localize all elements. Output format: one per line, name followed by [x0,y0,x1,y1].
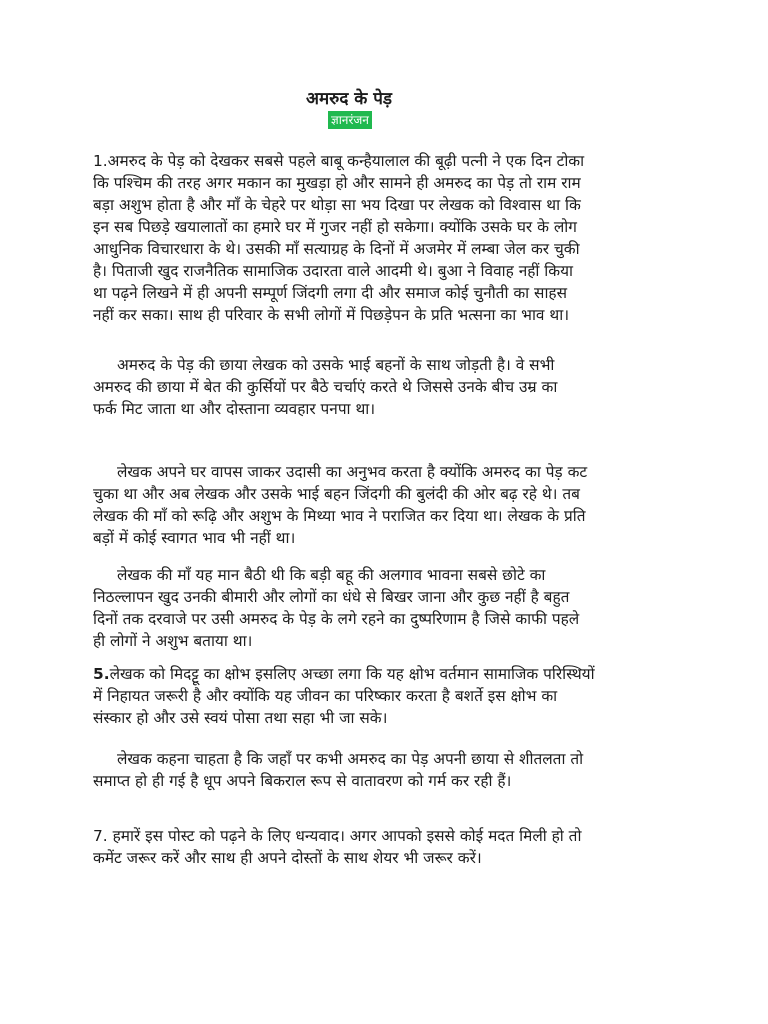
paragraph-line: बड़ा अशुभ होता है और माँ के चेहरे पर थोड़ा सा भय दिखा पर लेखक को विश्वास था कि [93,196,581,214]
paragraph-number: 5. [93,665,110,683]
paragraph-line-text: लेखक को मिदट्टू का क्षोभ इसलिए अच्छा लगा कि यह क्षोभ वर्तमान सामाजिक परिस्थियों [109,665,595,683]
paragraph-line: 7. हमारें इस पोस्ट को पढ़ने के लिए धन्यवाद। अगर आपको इससे कोई मदत मिली हो तो [93,827,582,845]
paragraph-line: दिनों तक दरवाजे पर उसी अमरुद के पेड़ के लगे रहने का दुष्परिणाम है जिसे काफी पहले [93,610,580,628]
paragraph-line [93,663,683,685]
paragraph-7 [93,825,683,869]
paragraph-line: है। पिताजी खुद राजनैतिक सामाजिक उदारता वाले आदमी थे। बुआ ने विवाह नहीं किया [93,262,574,280]
paragraph-line: लेखक की माँ को रूढ़ि और अशुभ के मिथ्या भाव ने पराजित कर दिया था। लेखक के प्रति [93,507,586,525]
author-badge: ज्ञानरंजन [328,111,372,129]
paragraph-line: फर्क मिट जाता था और दोस्ताना व्यवहार पनपा था। [93,400,376,418]
paragraph-line: ही लोगों ने अशुभ बताया था। [93,632,253,650]
paragraph-1 [93,150,683,326]
paragraph-3 [93,461,683,549]
paragraph-line: लेखक कहना चाहता है कि जहाँ पर कभी अमरुद का पेड़ अपनी छाया से शीतलता तो [117,750,584,768]
paragraph-line: कमेंट जरूर करें और साथ ही अपने दोस्तों के साथ शेयर भी जरूर करें। [93,849,482,867]
paragraph-6 [93,748,683,792]
page-title: अमरुद के पेड़ [306,89,392,109]
paragraph-2 [93,354,683,420]
paragraph-line: लेखक की माँ यह मान बैठी थी कि बड़ी बहू की अलगाव भावना सबसे छोटे का [117,566,546,584]
paragraph-line: बड़ों में कोई स्वागत भाव भी नहीं था। [93,529,296,547]
paragraph-line: 1.अमरुद के पेड़ को देखकर सबसे पहले बाबू कन्हैयालाल की बूढ़ी पत्नी ने एक दिन टोका [93,152,585,170]
paragraph-line: निठल्लापन खुद उनकी बीमारी और लोगों का धंधे से बिखर जाना और कुछ नहीं है बहुत [93,588,570,606]
paragraph-line: इन सब पिछड़े खयालातों का हमारे घर में गुजर नहीं हो सकेगा। क्योंकि उसके घर के लोग [93,218,577,236]
paragraph-line: था पढ़ने लिखने में ही अपनी सम्पूर्ण जिंदगी लगा दी और समाज कोई चुनौती का साहस [93,284,568,302]
paragraph-line: चुका था और अब लेखक और उसके भाई बहन जिंदगी की बुलंदी की ओर बढ़ रहे थे। तब [93,485,580,503]
paragraph-line: समाप्त हो ही गई है धूप अपने बिकराल रूप से वातावरण को गर्म कर रही हैं। [93,772,512,790]
paragraph-line: आधुनिक विचारधारा के थे। उसकी माँ सत्याग्रह के दिनों में अजमेर में लम्बा जेल कर चुकी [93,240,580,258]
paragraph-line: अमरुद के पेड़ की छाया लेखक को उसके भाई बहनों के साथ जोड़ती है। वे सभी [117,356,555,374]
paragraph-line: अमरुद की छाया में बेत की कुर्सियों पर बैठे चर्चाएं करते थे जिससे उनके बीच उम्र का [93,378,558,396]
paragraph-line: संस्कार हो और उसे स्वयं पोसा तथा सहा भी जा सके। [93,709,388,727]
paragraph-line: कि पश्चिम की तरह अगर मकान का मुखड़ा हो और सामने ही अमरुद का पेड़ तो राम राम [93,174,581,192]
paragraph-line: में निहायत जरूरी है और क्योंकि यह जीवन का परिष्कार करता है बशर्ते इस क्षोभ का [93,687,558,705]
paragraph-line: नहीं कर सका। साथ ही परिवार के सभी लोगों में पिछड़ेपन के प्रति भत्सना का भाव था। [93,306,570,324]
paragraph-line: लेखक अपने घर वापस जाकर उदासी का अनुभव करता है क्योंकि अमरुद का पेड़ कट [117,463,588,481]
paragraph-5 [93,663,683,729]
paragraph-4 [93,564,683,652]
